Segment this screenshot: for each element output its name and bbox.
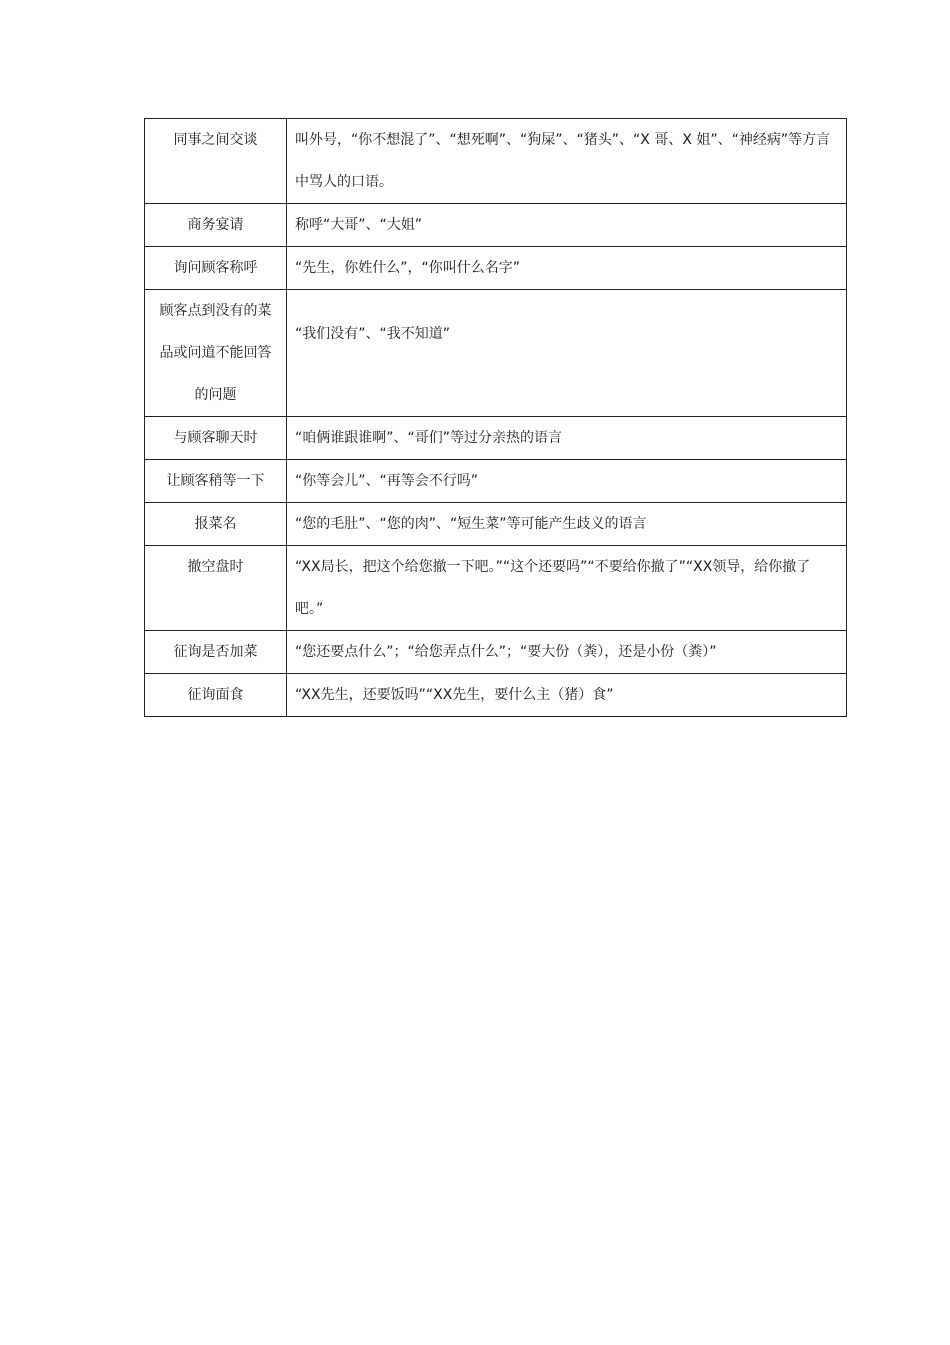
- scene-text: 征询面食: [187, 687, 244, 703]
- scene-cell: [145, 204, 287, 247]
- scene-text: 让顾客稍等一下: [166, 473, 265, 489]
- table-row: [145, 674, 847, 717]
- table-row: [145, 631, 847, 674]
- phrase-text: “先生，你姓什么”，“你叫什么名字”: [295, 260, 521, 276]
- table-row: [145, 503, 847, 546]
- table-row: [145, 204, 847, 247]
- phrase-text: “您还要点什么”；“给您弄点什么”；“要大份（粪），还是小份（粪）”: [295, 644, 717, 660]
- phrase-text: “咱俩谁跟谁啊”、“哥们”等过分亲热的语言: [295, 430, 563, 446]
- table-row: [145, 546, 847, 631]
- phrase-cell: [287, 204, 847, 247]
- scene-text: 征询是否加菜: [173, 644, 258, 660]
- scene-cell: [145, 417, 287, 460]
- scene-cell: [145, 674, 287, 717]
- table-row: [145, 247, 847, 290]
- phrase-cell: [287, 674, 847, 717]
- scene-text: 询问顾客称呼: [173, 260, 258, 276]
- scene-cell: [145, 460, 287, 503]
- phrase-cell: [287, 247, 847, 290]
- phrase-cell: [287, 631, 847, 674]
- scene-cell: [145, 631, 287, 674]
- phrase-text: “你等会儿”、“再等会不行吗”: [295, 473, 479, 489]
- scene-cell: [145, 119, 287, 204]
- phrase-text: 称呼“大哥”、“大姐”: [295, 217, 423, 233]
- phrase-cell: [287, 546, 847, 631]
- scene-cell: [145, 247, 287, 290]
- scene-text: 撤空盘时: [187, 559, 244, 575]
- scene-cell: [145, 290, 287, 417]
- phrase-text: 叫外号，“你不想混了”、“想死啊”、“狗屎”、“猪头”、“X 哥、X 姐”、“神经病”等方言中骂人的口语。: [295, 132, 831, 190]
- scene-text: 商务宴请: [187, 217, 244, 233]
- table-row: [145, 119, 847, 204]
- table-row: [145, 460, 847, 503]
- phrase-cell: [287, 119, 847, 204]
- scene-text: 同事之间交谈: [173, 132, 258, 148]
- phrase-cell: [287, 417, 847, 460]
- phrase-text: “XX先生，还要饭吗”“XX先生，要什么主（猪）食”: [295, 687, 614, 703]
- scene-cell: [145, 503, 287, 546]
- scene-text: 顾客点到没有的菜品或问道不能回答的问题: [159, 303, 272, 403]
- phrase-cell: [287, 503, 847, 546]
- table-row: [145, 417, 847, 460]
- phrase-text: “我们没有”、“我不知道”: [295, 326, 451, 342]
- phrase-cell: [287, 460, 847, 503]
- phrase-text: “XX局长，把这个给您撤一下吧。”“这个还要吗”“不要给你撤了”“XX领导，给你撤了吧。”: [295, 559, 811, 617]
- forbidden-phrases-table: [144, 118, 847, 717]
- scene-text: 与顾客聊天时: [173, 430, 258, 446]
- phrase-cell: [287, 290, 847, 417]
- scene-text: 报菜名: [194, 516, 237, 532]
- table-row: [145, 290, 847, 417]
- scene-cell: [145, 546, 287, 631]
- phrase-text: “您的毛肚”、“您的肉”、“短生菜”等可能产生歧义的语言: [295, 516, 647, 532]
